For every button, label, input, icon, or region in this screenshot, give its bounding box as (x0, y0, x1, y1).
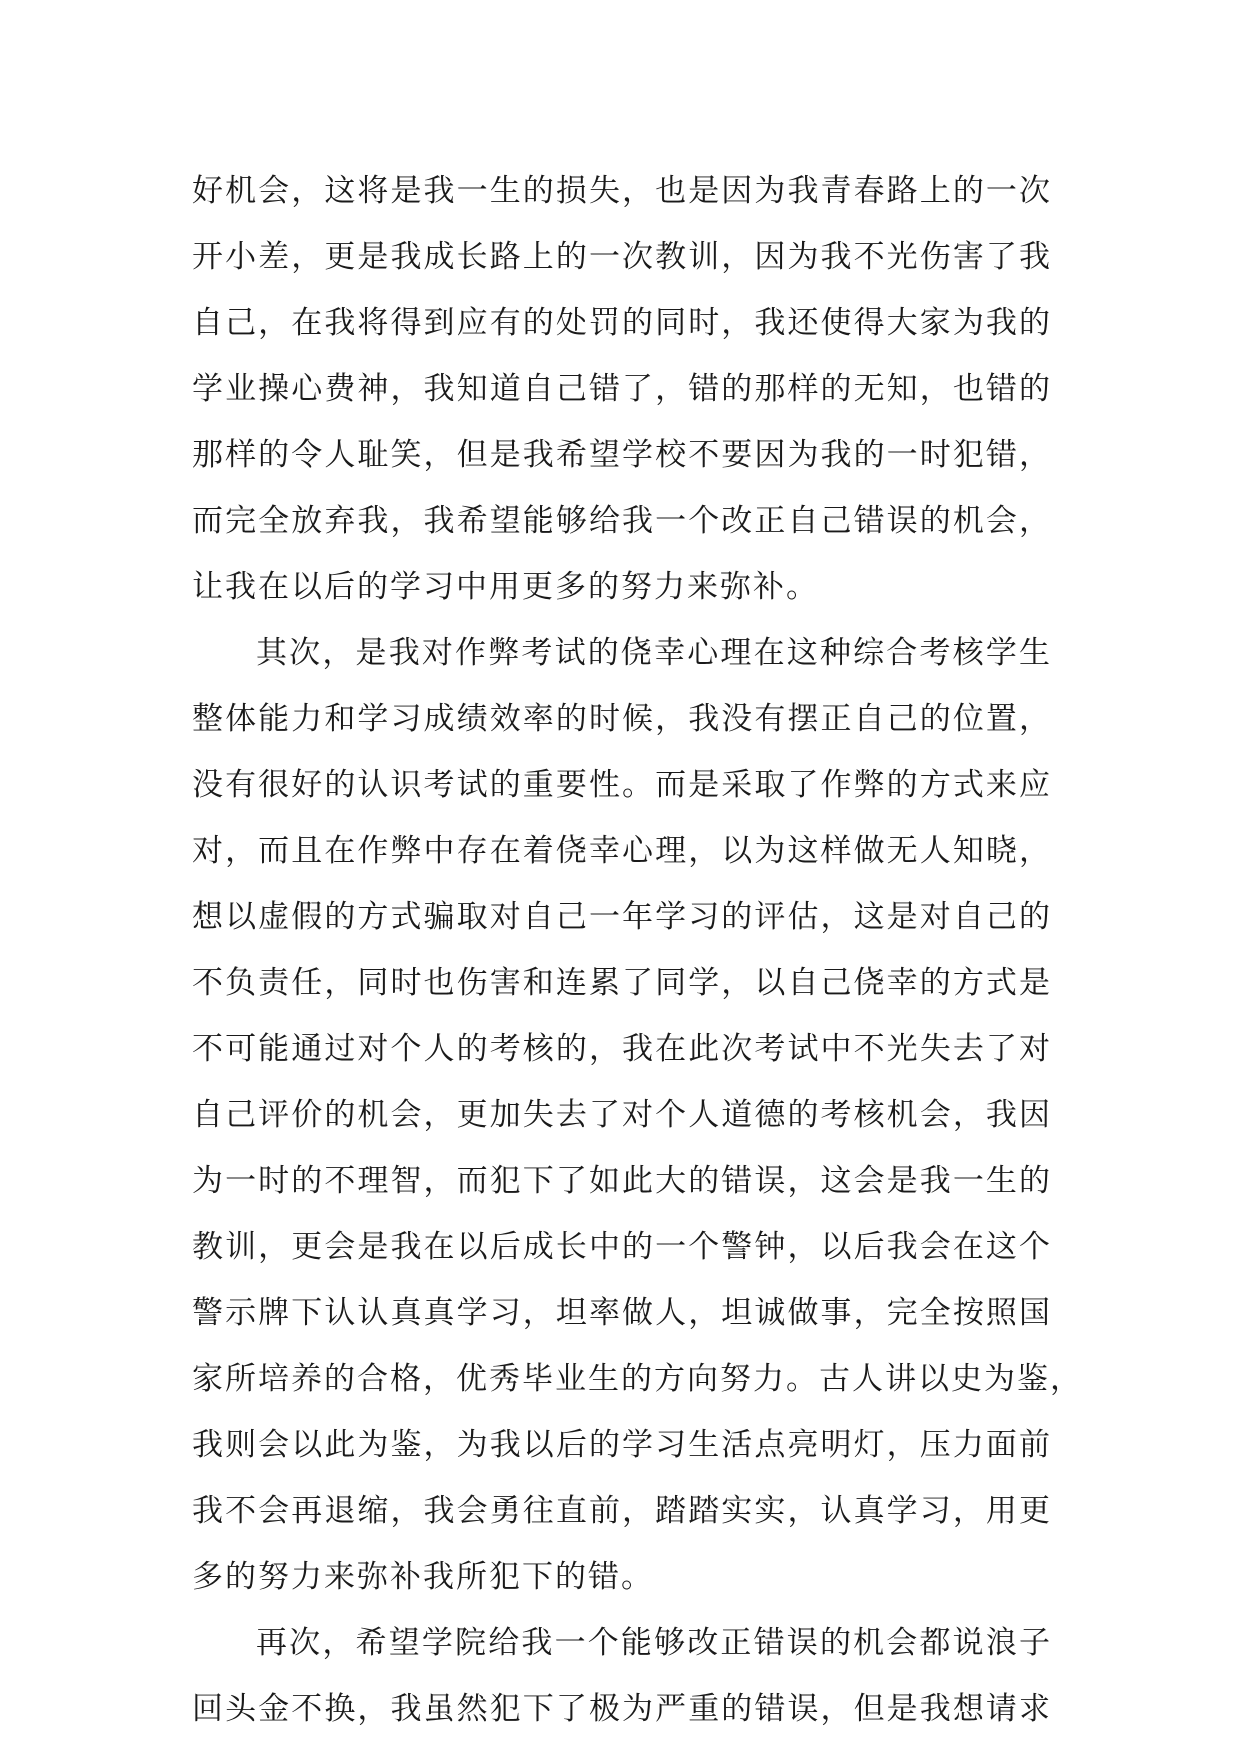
text-line: 整体能力和学习成绩效率的时候，我没有摆正自己的位置， (192, 701, 1052, 737)
text-line: 不负责任，同时也伤害和连累了同学，以自己侥幸的方式是 (192, 965, 1052, 1001)
text-line: 不可能通过对个人的考核的，我在此次考试中不光失去了对 (192, 1031, 1052, 1067)
text-line: 学业操心费神，我知道自己错了，错的那样的无知，也错的 (192, 371, 1052, 407)
text-line: 多的努力来弥补我所犯下的错。 (192, 1559, 654, 1595)
text-line: 我不会再退缩，我会勇往直前，踏踏实实，认真学习，用更 (192, 1493, 1052, 1529)
text-line: 而完全放弃我，我希望能够给我一个改正自己错误的机会， (192, 503, 1052, 539)
text-line: 没有很好的认识考试的重要性。而是采取了作弊的方式来应 (192, 767, 1052, 803)
text-line: 回头金不换，我虽然犯下了极为严重的错误，但是我想请求 (192, 1691, 1052, 1727)
text-line: 对，而且在作弊中存在着侥幸心理，以为这样做无人知晓， (192, 833, 1052, 869)
text-line: 警示牌下认认真真学习，坦率做人，坦诚做事，完全按照国 (192, 1295, 1052, 1331)
text-line: 想以虚假的方式骗取对自己一年学习的评估，这是对自己的 (192, 899, 1052, 935)
text-line: 教训，更会是我在以后成长中的一个警钟，以后我会在这个 (192, 1229, 1052, 1265)
text-line: 自己，在我将得到应有的处罚的同时，我还使得大家为我的 (192, 305, 1052, 341)
text-line: 好机会，这将是我一生的损失，也是因为我青春路上的一次 (192, 173, 1052, 209)
text-line: 自己评价的机会，更加失去了对个人道德的考核机会，我因 (192, 1097, 1052, 1133)
text-line: 家所培养的合格，优秀毕业生的方向努力。古人讲以史为鉴， (192, 1361, 1083, 1397)
text-line: 让我在以后的学习中用更多的努力来弥补。 (192, 569, 819, 605)
document-body (192, 158, 1083, 1742)
text-line: 再次，希望学院给我一个能够改正错误的机会都说浪子 (256, 1625, 1052, 1661)
text-line: 我则会以此为鉴，为我以后的学习生活点亮明灯，压力面前 (192, 1427, 1052, 1463)
text-line: 其次，是我对作弊考试的侥幸心理在这种综合考核学生 (256, 635, 1052, 671)
text-line: 为一时的不理智，而犯下了如此大的错误，这会是我一生的 (192, 1163, 1052, 1199)
text-line: 那样的令人耻笑，但是我希望学校不要因为我的一时犯错， (192, 437, 1052, 473)
text-line: 开小差，更是我成长路上的一次教训，因为我不光伤害了我 (192, 239, 1052, 275)
